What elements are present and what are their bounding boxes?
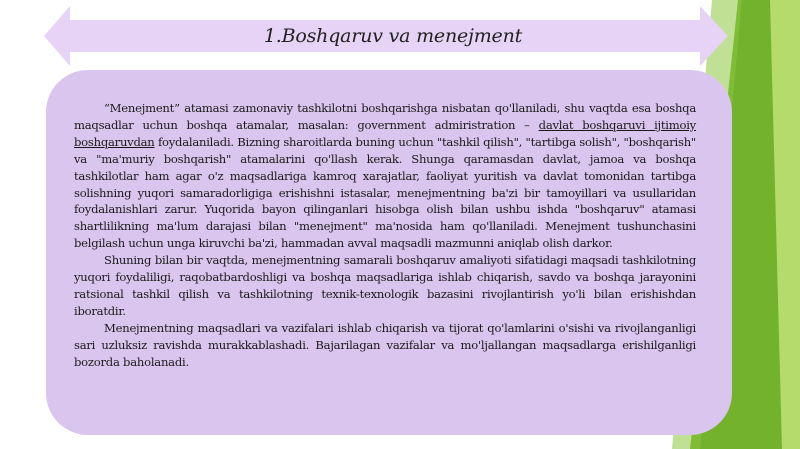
term-link[interactable]: davlat boshqaruvi ijtimoiy boshqaruvdan [74,117,696,149]
body-text [74,100,696,371]
paragraph-1 [74,100,696,252]
paragraph-2: Shuning bilan bir vaqtda, menejmentning samarali boshqaruv amaliyoti sifatidagi maqsadi tashkilotning yuqori foydaliligi, raqobatbardoshligi va boshqa maqsadlariga ishlab chiqarish, savdo va boshqa jarayonini ratsional tashkil qilish va tashkilotning texnik-texnologik bazasini rivojlantirish yo'li bilan erishishdan iboratdir. [74,253,696,318]
paragraph-1-text: “Menejment” atamasi zamonaviy tashkilotni boshqarishga nisbatan qo'llaniladi, shu vaqtda esa boshqa maqsadlar uchun boshqa atamalar, masalan: government admiristration – [74,101,696,132]
paragraph-3: Menejmentning maqsadlari va vazifalari ishlab chiqarish va tijorat qo'lamlarini o'sishi va rivojlanganligi sari uzluksiz ravishda murakkablashadi. Bajarilagan vazifalar va mo'ljallangan maqsadlarga erishilganligi bozorda baholanadi. [74,320,696,369]
title-banner [98,20,688,52]
slide-title: 1.Boshqaruv va menejment [263,25,523,47]
paragraph-1-text-cont: foydalaniladi. Bizning sharoitlarda buning uchun "tashkil qilish", "tartibga solish", "boshqarish" va "ma'muriy boshqarish" atamalarini qo'llash kerak. Shunga qaramasdan davlat, jamoa va boshqa tashkilotlar ham agar o'z maqsadlariga kamroq xarajatlar, faoliyat yuritish va davlat tomonidan tartibga solishning yuqori samaradorligiga erishishni istasalar, menejmentning ba'zi bir tamoyillari va usullaridan foydalanishlari zarur. Yuqorida bayon qilinganlari hisobga olish bilan ushbu ishda "boshqaruv" atamasi shartlilikning ma'lum darajasi bilan "menejment" ma'nosida ham qo'llaniladi. Menejment tushunchasini belgilash uchun unga kiruvchi ba'zi, hammadan avval maqsadli mazmunni aniqlab olish darkor. [74,134,697,251]
